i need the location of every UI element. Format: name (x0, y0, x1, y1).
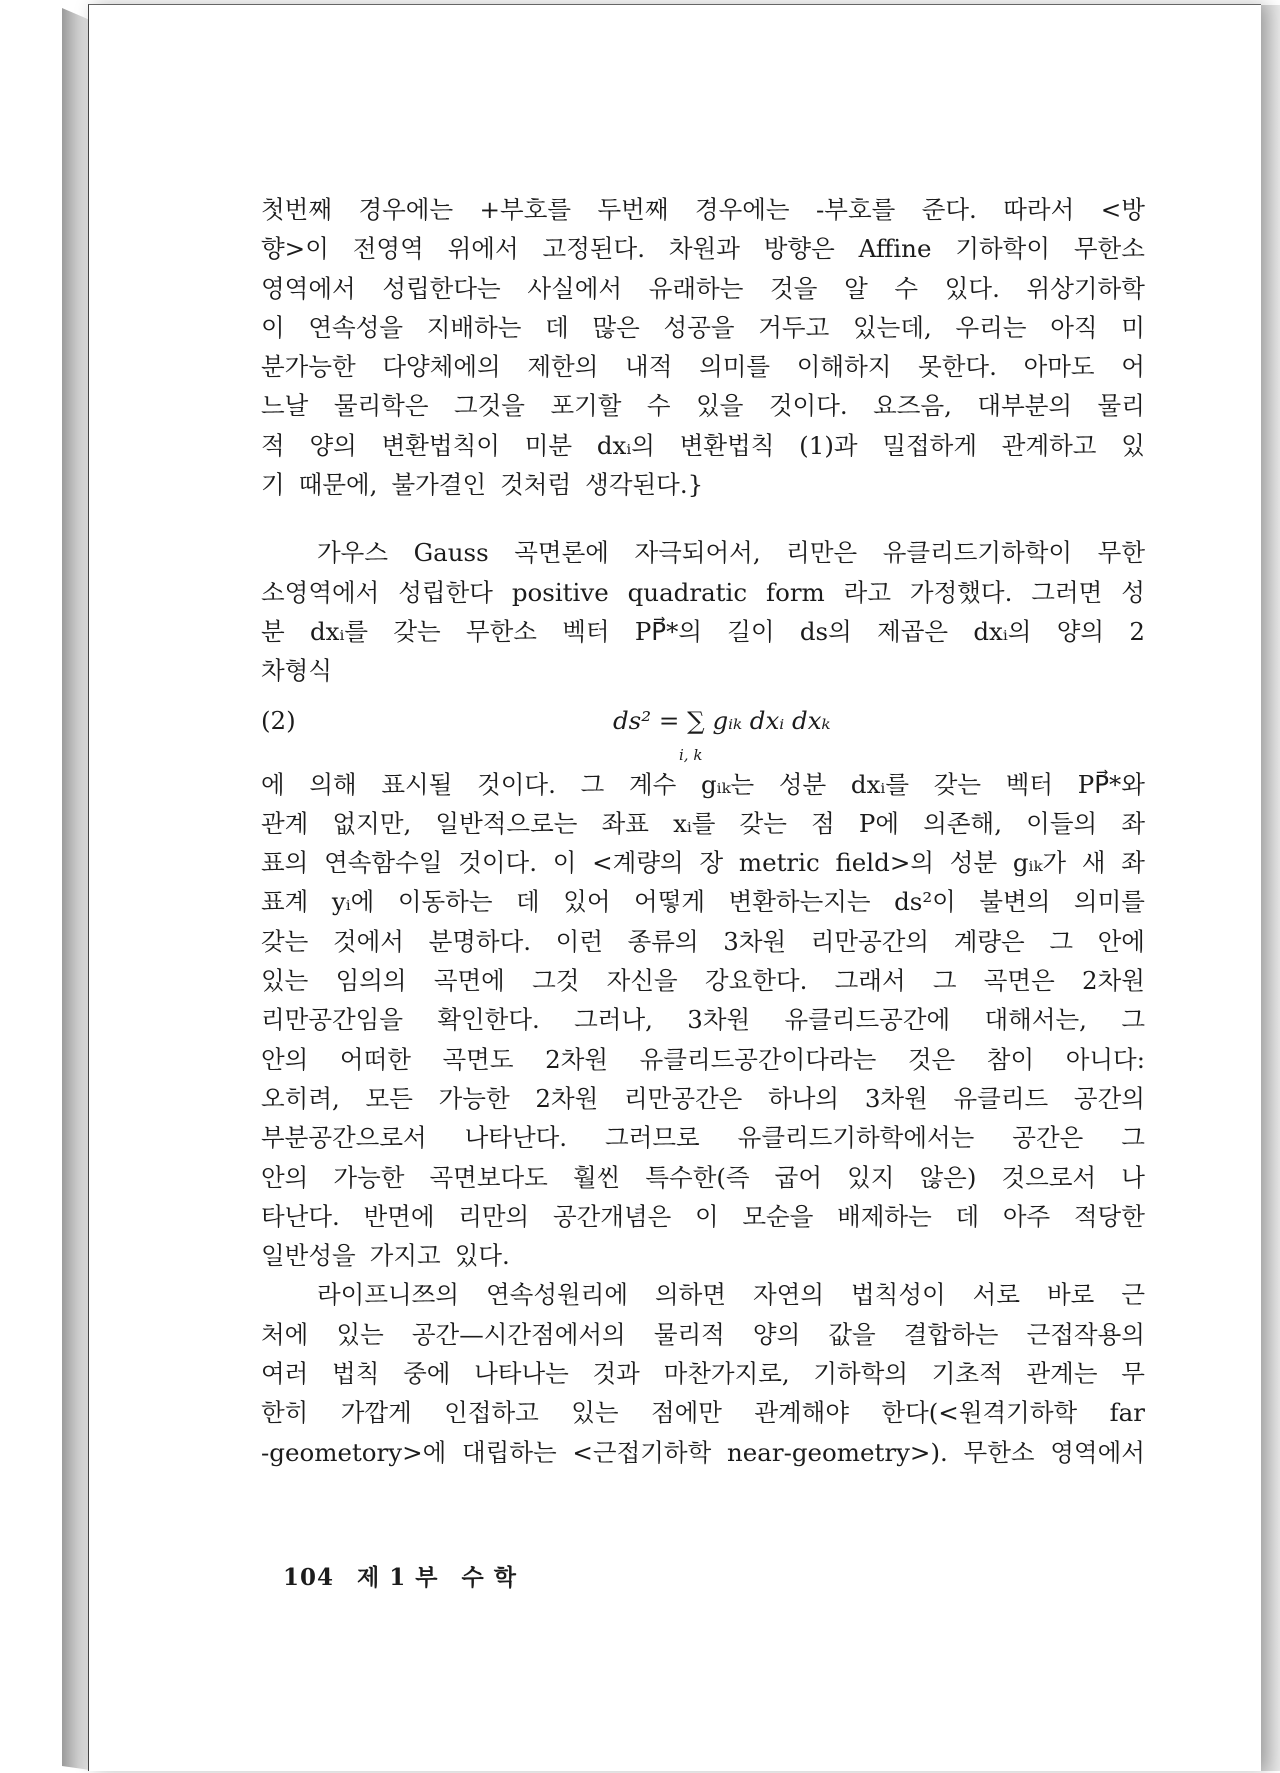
text-line: 영역에서 성립한다는 사실에서 유래하는 것을 알 수 있다. 위상기하학 (261, 273, 1145, 303)
text-line: 리만공간임을 확인한다. 그러나, 3차원 유클리드공간에 대해서는, 그 (261, 1005, 1145, 1035)
equation-2 (261, 695, 1145, 765)
text-line: 타난다. 반면에 리만의 공간개념은 이 모순을 배제하는 데 아주 적당한 (261, 1201, 1145, 1231)
text-line: 일반성을 가지고 있다. (261, 1241, 510, 1271)
equation-summation-index: i, k (679, 745, 703, 764)
text-line: 이 연속성을 지배하는 데 많은 성공을 거두고 있는데, 우리는 아직 미 (261, 312, 1145, 342)
section-label: 수 학 (461, 1564, 517, 1591)
text-line: 한히 가깝게 인접하고 있는 점에만 관계해야 한다(<원격기하학 far (261, 1398, 1145, 1428)
text-line: 여러 법칙 중에 나타나는 것과 마찬가지로, 기하학의 기초적 관계는 무 (261, 1359, 1145, 1389)
text-line: 갖는 것에서 분명하다. 이런 종류의 3차원 리만공간의 계량은 그 안에 (261, 926, 1145, 956)
text-line: 느날 물리학은 그것을 포기할 수 있을 것이다. 요즈음, 대부분의 물리 (261, 391, 1145, 421)
text-line: 기 때문에, 불가결인 것처럼 생각된다.} (261, 470, 704, 500)
text-line: 부분공간으로서 나타난다. 그러므로 유클리드기하학에서는 공간은 그 (261, 1123, 1145, 1153)
text-line: 분 dxᵢ를 갖는 무한소 벡터 PP⃗*의 길이 ds의 제곱은 dxᵢ의 양의 2 (261, 616, 1145, 646)
text-line: -geometory>에 대립하는 <근접기하학 near-geometry>). 무한소 영역에서 (261, 1437, 1145, 1467)
text-line: 있는 임의의 곡면에 그것 자신을 강요한다. 그래서 그 곡면은 2차원 (261, 966, 1145, 996)
text-line: 차형식 (261, 656, 333, 686)
text-line: 향>이 전영역 위에서 고정된다. 차원과 방향은 Affine 기하학이 무한소 (261, 234, 1145, 264)
text-line: 적 양의 변환법칙이 미분 dxᵢ의 변환법칙 (1)과 밀접하게 관계하고 있 (261, 430, 1145, 460)
text-line: 분가능한 다양체에의 제한의 내적 의미를 이해하지 못한다. 아마도 어 (261, 352, 1145, 382)
page-number: 104 (283, 1564, 335, 1591)
equation-body: ds² = ∑ gᵢₖ dxᵢ dxₖ (613, 705, 831, 735)
text-line: 라이프니쯔의 연속성원리에 의하면 자연의 법칙성이 서로 바로 근 (317, 1280, 1145, 1310)
equation-label: (2) (261, 705, 296, 735)
part-label: 제 1 부 (357, 1564, 439, 1591)
text-line: 안의 가능한 곡면보다도 훨씬 특수한(즉 굽어 있지 않은) 것으로서 나 (261, 1162, 1145, 1192)
paragraph-4 (261, 1275, 1145, 1471)
text-line: 오히려, 모든 가능한 2차원 리만공간은 하나의 3차원 유클리드 공간의 (261, 1083, 1145, 1113)
text-line: 소영역에서 성립한다 positive quadratic form 라고 가정했다. 그러면 성 (261, 577, 1145, 607)
text-line: 가우스 Gauss 곡면론에 자극되어서, 리만은 유클리드기하학이 무한 (317, 538, 1145, 568)
text-line: 첫번째 경우에는 +부호를 두번째 경우에는 -부호를 준다. 따라서 <방 (261, 195, 1145, 224)
text-line: 처에 있는 공간—시간점에서의 물리적 양의 값을 결합하는 근접작용의 (261, 1319, 1145, 1349)
book-page (88, 4, 1261, 1771)
text-line: 표의 연속함수일 것이다. 이 <계량의 장 metric field>의 성분 gᵢₖ가 새 좌 (261, 848, 1145, 878)
text-line: 에 의해 표시될 것이다. 그 계수 gᵢₖ는 성분 dxᵢ를 갖는 벡터 PP⃗*와 (261, 769, 1145, 799)
paragraph-3 (261, 765, 1145, 1276)
paragraph-2 (261, 533, 1145, 690)
text-line: 관계 없지만, 일반적으로는 좌표 xᵢ를 갖는 점 P에 의존해, 이들의 좌 (261, 808, 1145, 838)
book-spine-edge (62, 8, 90, 1770)
page-footer (283, 1559, 531, 1592)
text-line: 안의 어떠한 곡면도 2차원 유클리드공간이다라는 것은 참이 아니다: (261, 1044, 1145, 1074)
paragraph-1 (261, 190, 1145, 504)
text-line: 표계 yᵢ에 이동하는 데 있어 어떻게 변환하는지는 ds²이 불변의 의미를 (261, 887, 1145, 917)
page-body (261, 190, 1145, 1472)
